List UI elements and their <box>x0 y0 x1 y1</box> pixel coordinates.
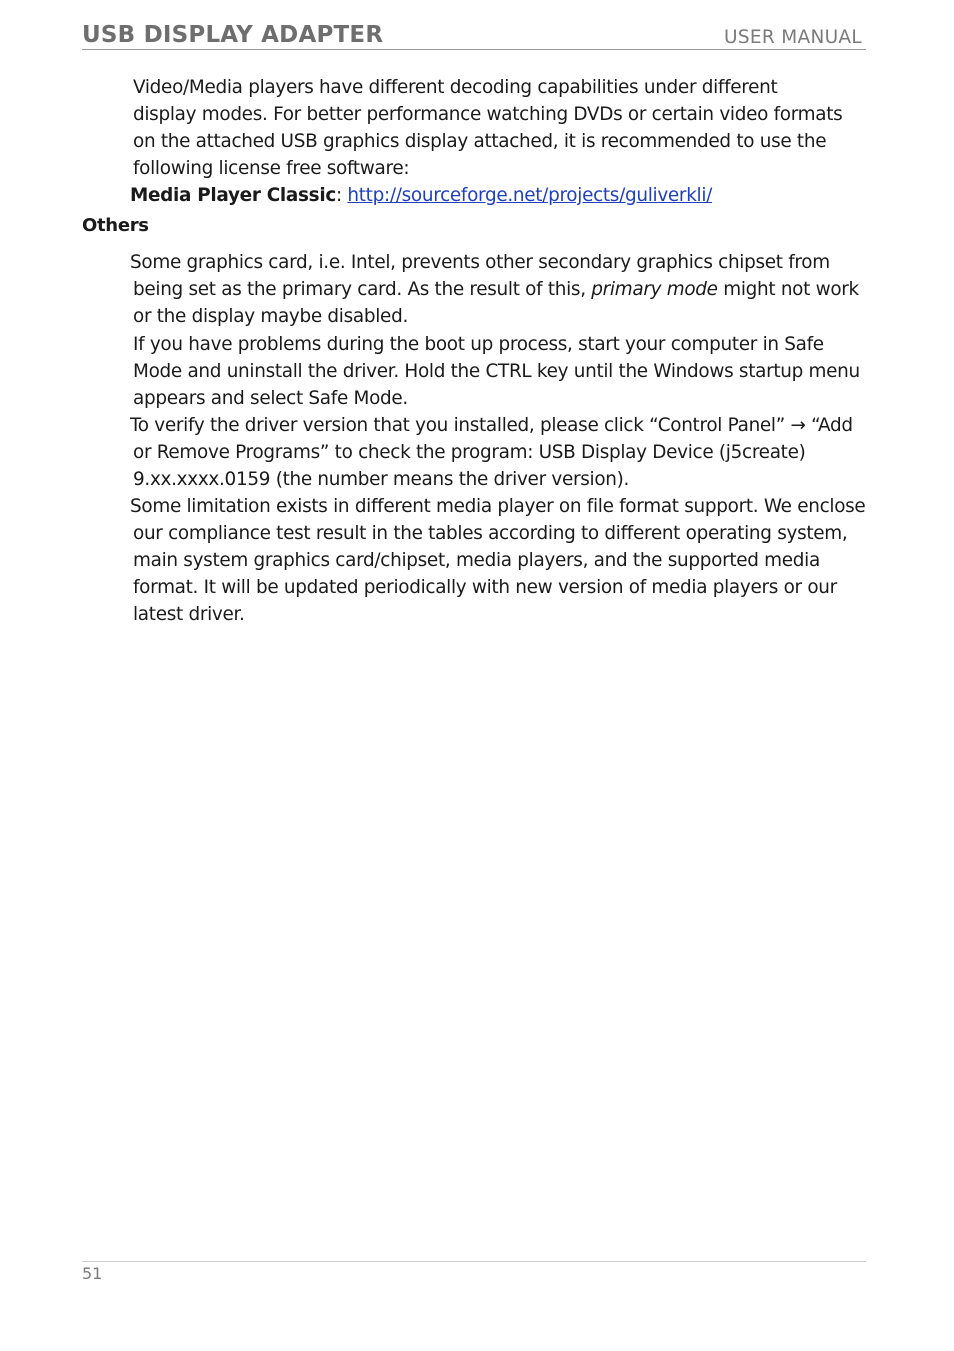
paragraph-line: Mode and uninstall the driver. Hold the CTRL key until the Windows startup menu <box>133 361 860 382</box>
media-limitation-paragraph <box>130 493 893 628</box>
document-title: USB DISPLAY ADAPTER <box>82 22 384 48</box>
paragraph-text: might not work <box>717 279 859 300</box>
paragraph-line: Some graphics card, i.e. Intel, prevents other secondary graphics chipset from <box>130 252 830 273</box>
page-header <box>82 20 866 50</box>
page-number: 51 <box>82 1264 103 1283</box>
others-heading: Others <box>82 215 149 236</box>
footer-divider <box>82 1261 866 1262</box>
intro-line: following license free software: <box>133 158 410 179</box>
graphics-card-paragraph <box>130 249 893 330</box>
media-player-label: Media Player Classic <box>130 185 336 206</box>
media-player-line <box>130 182 712 209</box>
paragraph-line: main system graphics card/chipset, media players, and the supported media <box>133 550 820 571</box>
document-subtitle: USER MANUAL <box>724 27 862 48</box>
paragraph-line: Some limitation exists in different media player on file format support. We enclose <box>130 496 866 517</box>
intro-line: Video/Media players have different decoding capabilities under different <box>133 77 778 98</box>
paragraph-line: If you have problems during the boot up process, start your computer in Safe <box>133 334 824 355</box>
paragraph-line: 9.xx.xxxx.0159 (the number means the driver version). <box>133 469 630 490</box>
boot-problem-paragraph <box>133 331 893 412</box>
media-player-separator: : <box>335 185 348 206</box>
driver-version-paragraph <box>130 412 893 493</box>
paragraph-line: or the display maybe disabled. <box>133 306 408 327</box>
paragraph-line: appears and select Safe Mode. <box>133 388 408 409</box>
paragraph-line: To verify the driver version that you installed, please click “Control Panel” → “Add <box>130 415 853 436</box>
intro-paragraph <box>133 74 893 182</box>
sourceforge-link[interactable]: http://sourceforge.net/projects/guliverkli/ <box>347 185 713 206</box>
intro-line: display modes. For better performance watching DVDs or certain video formats <box>133 104 843 125</box>
paragraph-line: latest driver. <box>133 604 245 625</box>
paragraph-line: or Remove Programs” to check the program: USB Display Device (j5create) <box>133 442 806 463</box>
intro-line: on the attached USB graphics display attached, it is recommended to use the <box>133 131 827 152</box>
paragraph-line <box>133 276 893 303</box>
paragraph-text: being set as the primary card. As the result of this, <box>133 279 592 300</box>
primary-mode-emphasis: primary mode <box>591 279 718 300</box>
paragraph-line: our compliance test result in the tables according to different operating system, <box>133 523 848 544</box>
paragraph-line: format. It will be updated periodically with new version of media players or our <box>133 577 837 598</box>
